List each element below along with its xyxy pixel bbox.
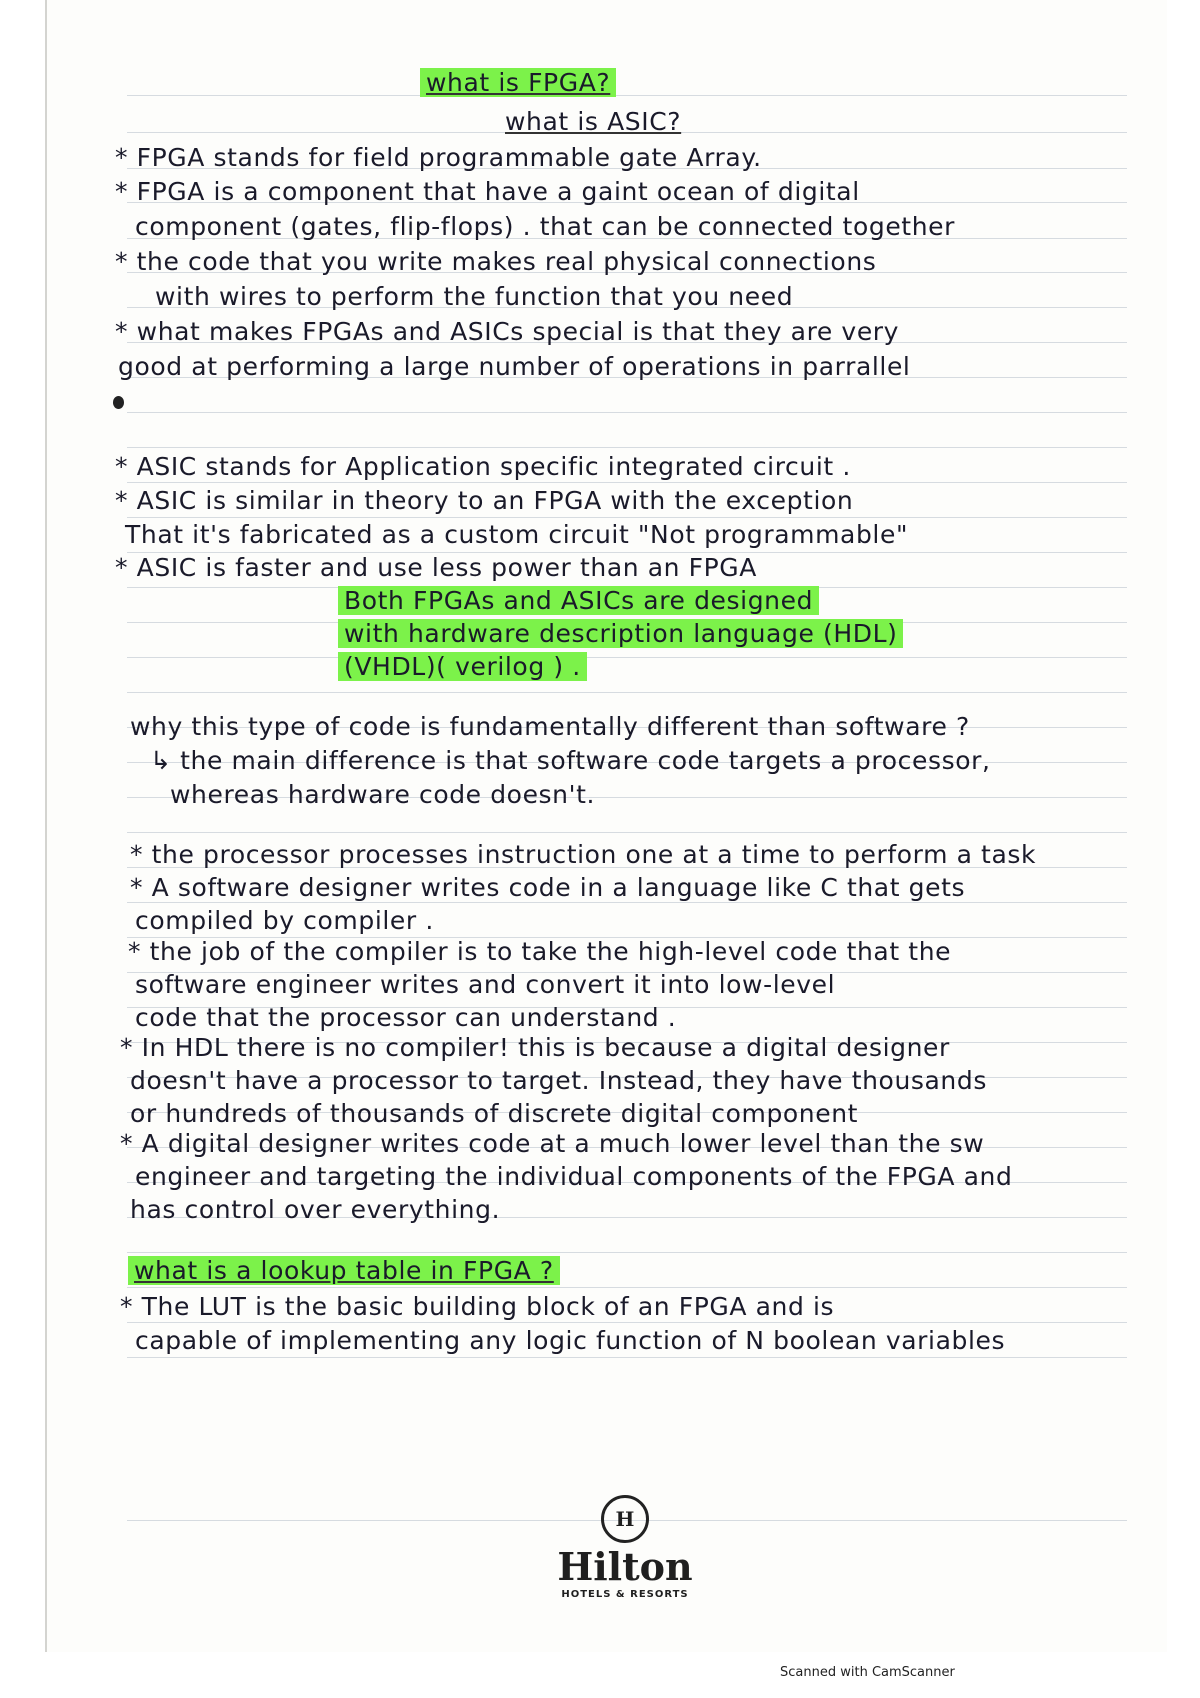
why-answer-line: whereas hardware code doesn't. <box>170 780 596 809</box>
lut-title <box>128 1256 560 1285</box>
ruled-line <box>127 692 1127 693</box>
title-fpga <box>420 68 616 97</box>
ruled-line <box>127 1357 1127 1358</box>
ruled-line <box>127 902 1127 903</box>
processor-line: * the job of the compiler is to take the high-level code that the <box>128 937 952 966</box>
ruled-line <box>127 1287 1127 1288</box>
fpga-line: good at performing a large number of operations in parrallel <box>118 352 911 381</box>
fpga-line: * FPGA stands for field programmable gate Array. <box>115 143 762 172</box>
ruled-line <box>127 832 1127 833</box>
hilton-logo <box>525 1495 725 1600</box>
ruled-line <box>127 1252 1127 1253</box>
ink-dot <box>113 396 124 409</box>
fpga-line: component (gates, flip-flops) . that can be connected together <box>135 212 956 241</box>
ruled-line <box>127 447 1127 448</box>
fpga-line: * the code that you write makes real physical connections <box>115 247 877 276</box>
lut-line: capable of implementing any logic function of N boolean variables <box>135 1326 1006 1355</box>
ruled-line <box>127 1322 1127 1323</box>
processor-line: code that the processor can understand . <box>135 1003 677 1032</box>
processor-line: doesn't have a processor to target. Instead, they have thousands <box>130 1066 987 1095</box>
processor-line: has control over everything. <box>130 1195 501 1224</box>
lut-title-text: what is a lookup table in FPGA ? <box>128 1256 560 1285</box>
asic-line: * ASIC is similar in theory to an FPGA with the exception <box>115 486 854 515</box>
ruled-line <box>127 95 1127 96</box>
asic-line: * ASIC stands for Application specific integrated circuit . <box>115 452 851 481</box>
ruled-line <box>127 657 1127 658</box>
hdl-line <box>338 586 819 615</box>
ruled-line <box>127 412 1127 413</box>
asic-line: That it's fabricated as a custom circuit "Not programmable" <box>125 520 909 549</box>
hdl-line <box>338 619 903 648</box>
fpga-line: * what makes FPGAs and ASICs special is that they are very <box>115 317 900 346</box>
why-question: why this type of code is fundamentally different than software ? <box>130 712 970 741</box>
hdl-line <box>338 652 587 681</box>
lut-line: * The LUT is the basic building block of an FPGA and is <box>120 1292 835 1321</box>
title-asic <box>505 107 681 136</box>
hilton-name: Hilton <box>557 1544 693 1589</box>
why-answer-line: ↳ the main difference is that software code targets a processor, <box>150 746 991 775</box>
asic-line: * ASIC is faster and use less power than an FPGA <box>115 553 757 582</box>
title-asic-text: what is ASIC? <box>505 107 682 136</box>
processor-line: * the processor processes instruction one at a time to perform a task <box>130 840 1037 869</box>
hilton-emblem-icon: H <box>601 1495 649 1543</box>
processor-line: * A digital designer writes code at a much lower level than the sw <box>120 1129 985 1158</box>
processor-line: * A software designer writes code in a language like C that gets <box>130 873 966 902</box>
processor-line: compiled by compiler . <box>135 906 434 935</box>
ruled-line <box>127 517 1127 518</box>
scanner-watermark: Scanned with CamScanner <box>780 1665 955 1680</box>
processor-line: engineer and targeting the individual components of the FPGA and <box>135 1162 1013 1191</box>
hdl-line-text: with hardware description language (HDL) <box>338 619 903 648</box>
hdl-line-text: (VHDL)( verilog ) . <box>338 652 587 681</box>
title-fpga-text: what is FPGA? <box>420 68 616 97</box>
fpga-line: with wires to perform the function that you need <box>155 282 794 311</box>
processor-line: software engineer writes and convert it into low-level <box>135 970 836 999</box>
hdl-line-text: Both FPGAs and ASICs are designed <box>338 586 819 615</box>
processor-line: or hundreds of thousands of discrete digital component <box>130 1099 859 1128</box>
processor-line: * In HDL there is no compiler! this is because a digital designer <box>120 1033 950 1062</box>
ruled-line <box>127 482 1127 483</box>
fpga-line: * FPGA is a component that have a gaint ocean of digital <box>115 177 860 206</box>
hilton-subtitle: HOTELS & RESORTS <box>561 1589 689 1600</box>
